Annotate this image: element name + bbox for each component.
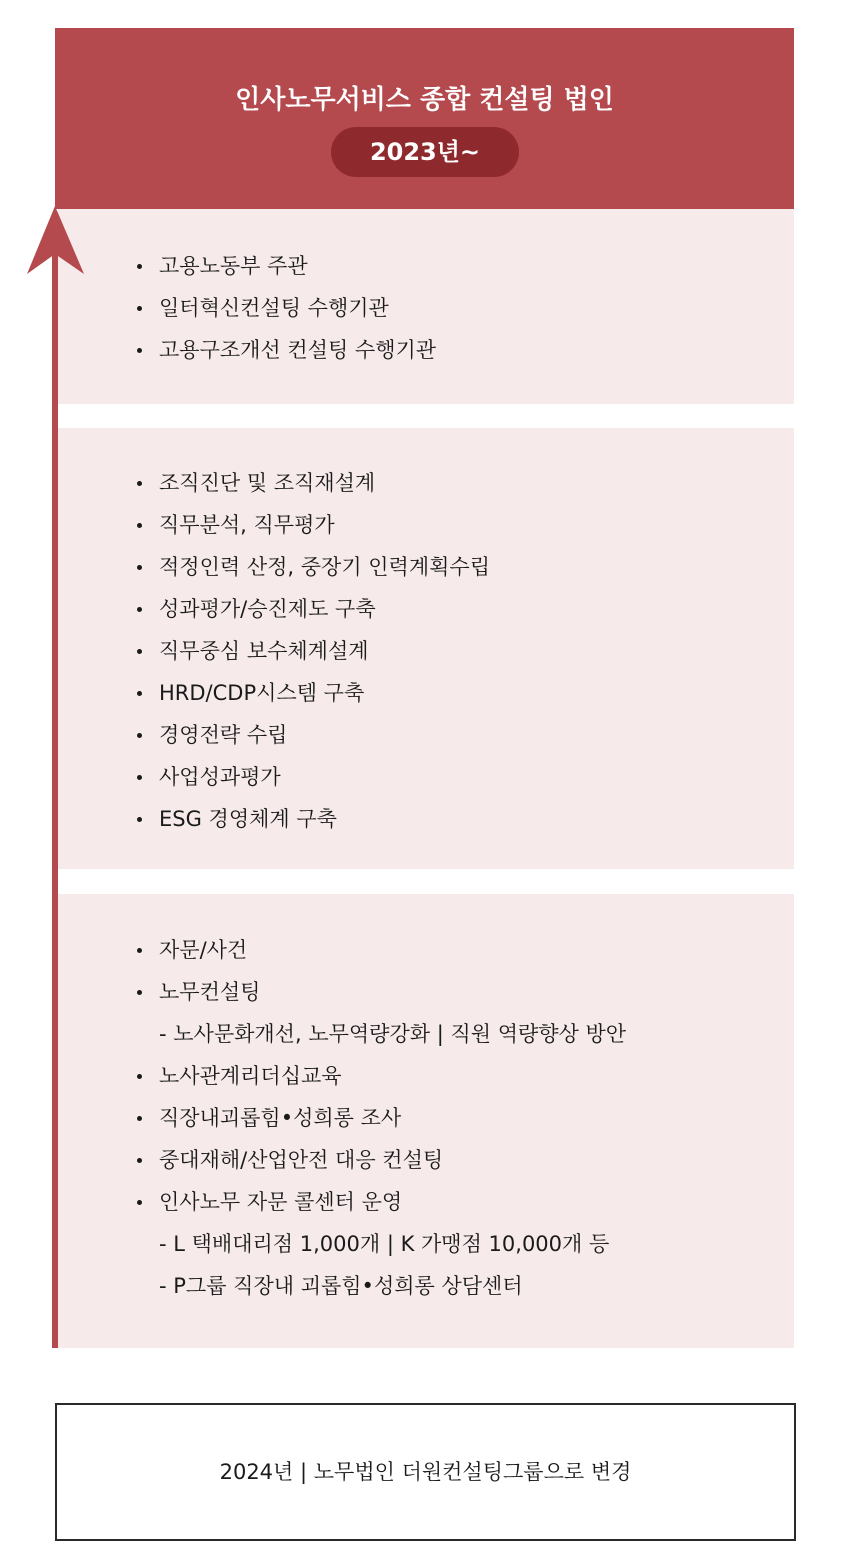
timeline-arrow [0,0,100,1360]
list-item: 자문/사건 [58,929,626,971]
item-list [58,245,436,371]
list-item: 노무컨설팅 [58,971,626,1013]
list-item: 일터혁신컨설팅 수행기관 [58,287,436,329]
list-item: 사업성과평가 [58,756,490,798]
list-sub-item: - 노사문화개선, 노무역량강화 | 직원 역량향상 방안 [159,1022,627,1046]
list-item: 경영전략 수립 [58,714,490,756]
list-item: 적정인력 산정, 중장기 인력계획수립 [58,546,490,588]
list-item: 성과평가/승진제도 구축 [58,588,490,630]
list-item: 고용구조개선 컨설팅 수행기관 [58,329,436,371]
header-banner [55,28,794,209]
list-item: 노사관계리더십교육 [58,1055,626,1097]
panel-government-programs [58,209,794,404]
list-sub-item: - P그룹 직장내 괴롭힘•성희롱 상담센터 [159,1274,523,1298]
list-item: 조직진단 및 조직재설계 [58,462,490,504]
list-sub-item: - L 택배대리점 1,000개 | K 가맹점 10,000개 등 [159,1232,610,1256]
list-item: 직장내괴롭힘•성희롱 조사 [58,1097,626,1139]
list-item: 고용노동부 주관 [58,245,436,287]
list-item: ESG 경영체계 구축 [58,798,490,840]
panel-hr-consulting [58,428,794,869]
item-list [58,929,626,1307]
panel-labor-services [58,894,794,1348]
page-title: 인사노무서비스 종합 컨설팅 법인 [235,85,614,115]
list-item: HRD/CDP시스템 구축 [58,672,490,714]
timeline-line [52,240,58,1348]
footer-note: 2024년 | 노무법인 더원컨설팅그룹으로 변경 [55,1403,796,1541]
list-item: 직무중심 보수체계설계 [58,630,490,672]
item-list [58,462,490,840]
list-item: 직무분석, 직무평가 [58,504,490,546]
year-badge: 2023년~ [331,127,519,177]
list-item: 인사노무 자문 콜센터 운영 [58,1181,626,1223]
list-item: 중대재해/산업안전 대응 컨설팅 [58,1139,626,1181]
